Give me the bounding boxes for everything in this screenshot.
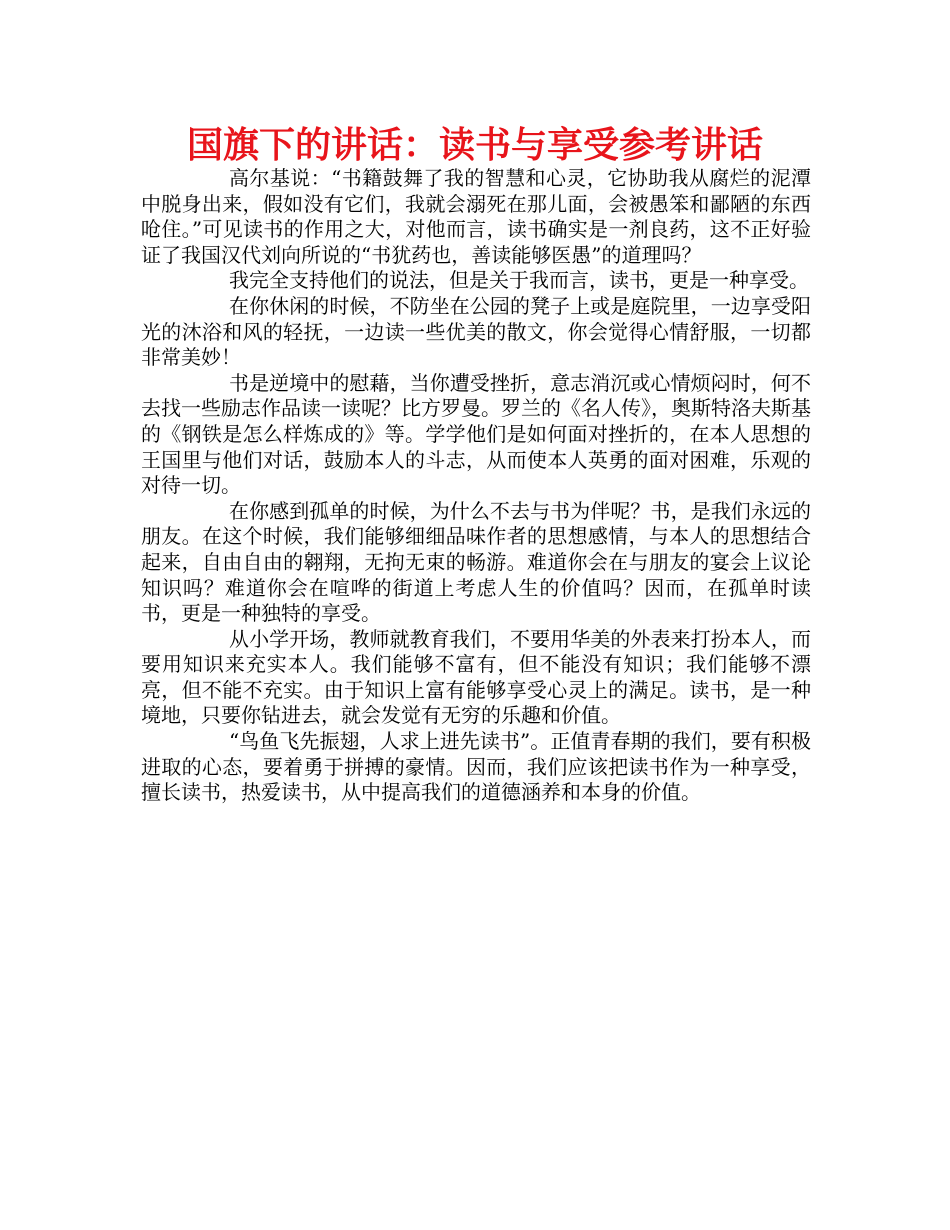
paragraph-3: 在你休闲的时候，不防坐在公园的凳子上或是庭院里，一边享受阳光的沐浴和风的轻抚，一边读一些优美的散文，你会觉得心情舒服，一切都非常美妙！	[141, 293, 811, 370]
document-body	[141, 166, 811, 806]
paragraph-4: 书是逆境中的慰藉，当你遭受挫折，意志消沉或心情烦闷时，何不去找一些励志作品读一读呢？比方罗曼。罗兰的《名人传》，奥斯特洛夫斯基的《钢铁是怎么样炼成的》等。学学他们是如何面对挫折的，在本人思想的王国里与他们对话，鼓励本人的斗志，从而使本人英勇的面对困难，乐观的对待一切。	[141, 370, 811, 498]
document-title: 国旗下的讲话：读书与享受参考讲话	[186, 125, 763, 166]
paragraph-5: 在你感到孤单的时候，为什么不去与书为伴呢？书，是我们永远的朋友。在这个时候，我们能够细细品味作者的思想感情，与本人的思想结合起来，自由自由的翱翔，无拘无束的畅游。难道你会在与朋友的宴会上议论知识吗？难道你会在喧哗的街道上考虑人生的价值吗？因而，在孤单时读书，更是一种独特的享受。	[141, 498, 811, 626]
paragraph-6: 从小学开场，教师就教育我们，不要用华美的外表来打扮本人，而要用知识来充实本人。我们能够不富有，但不能没有知识；我们能够不漂亮，但不能不充实。由于知识上富有能够享受心灵上的满足。读书，是一种境地，只要你钻进去，就会发觉有无穷的乐趣和价值。	[141, 626, 811, 728]
paragraph-1: 高尔基说：“书籍鼓舞了我的智慧和心灵，它协助我从腐烂的泥潭中脱身出来，假如没有它们，我就会溺死在那儿面，会被愚笨和鄙陋的东西呛住。”可见读书的作用之大，对他而言，读书确实是一剂良药，这不正好验证了我国汉代刘向所说的“书犹药也，善读能够医愚”的道理吗？	[141, 166, 811, 267]
paragraph-7: “鸟鱼飞先振翅，人求上进先读书”。正值青春期的我们，要有积极进取的心态，要着勇于拼搏的豪情。因而，我们应该把读书作为一种享受，擅长读书，热爱读书，从中提高我们的道德涵养和本身的价值。	[141, 729, 811, 805]
paragraph-2: 我完全支持他们的说法，但是关于我而言，读书，更是一种享受。	[229, 268, 809, 293]
